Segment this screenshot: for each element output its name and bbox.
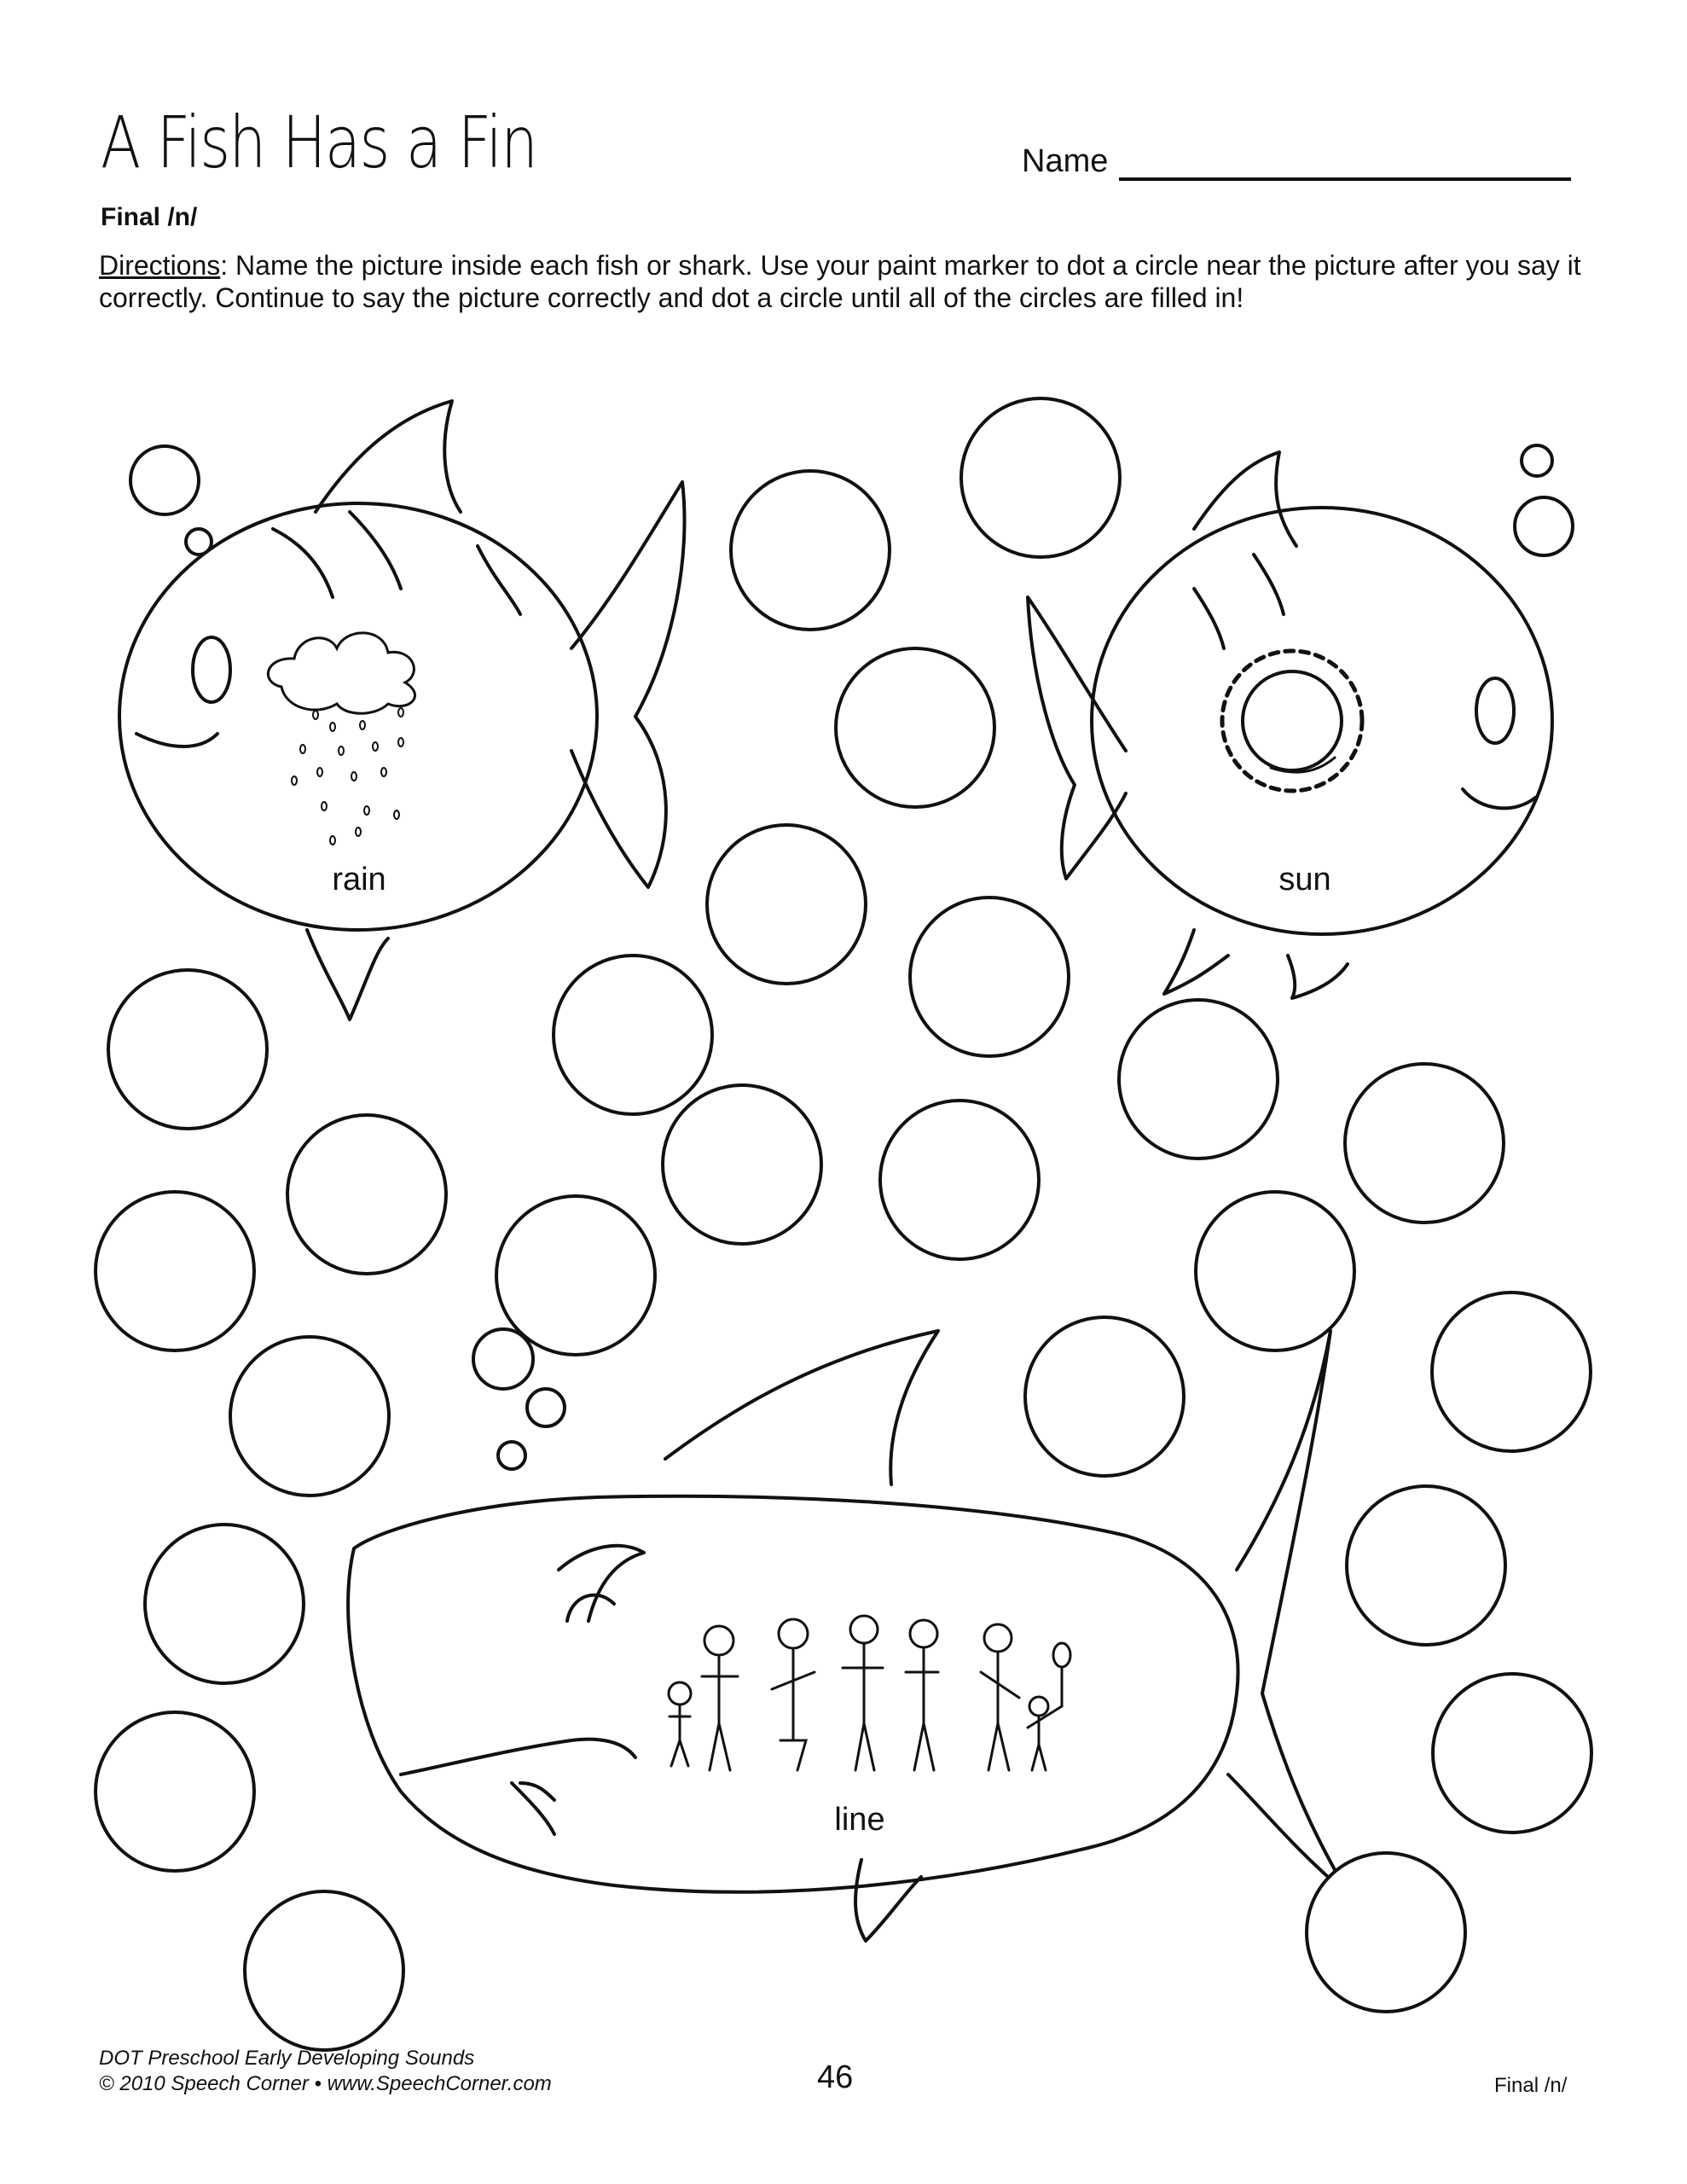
shark-line: [348, 1331, 1348, 1941]
sun-icon: [1222, 651, 1362, 791]
directions-label: Directions: [99, 250, 221, 281]
picture-word-sun: sun: [1278, 862, 1331, 897]
bubble: [527, 1389, 565, 1426]
fish-sun-stripe: [1194, 589, 1224, 648]
fish-rain-tail: [571, 482, 685, 887]
dot-circle[interactable]: [554, 956, 712, 1114]
dot-circle[interactable]: [1345, 1064, 1504, 1223]
dot-circle[interactable]: [731, 471, 890, 630]
dot-circle[interactable]: [1196, 1192, 1354, 1350]
fish-sun-stripe: [1254, 555, 1284, 614]
footer-target-sound: Final /n/: [1494, 2074, 1568, 2097]
dot-circle[interactable]: [230, 1337, 389, 1496]
dot-circle[interactable]: [836, 648, 994, 807]
fish-sun-bottom-fin: [1164, 930, 1228, 994]
dot-circle[interactable]: [663, 1085, 821, 1244]
people-line-icon: [669, 1616, 1070, 1770]
fish-rain-stripe: [273, 529, 333, 597]
bubble: [130, 446, 199, 514]
dot-circle[interactable]: [108, 970, 267, 1129]
page-title: A Fish Has a Fin: [101, 101, 537, 184]
fish-sun-eye: [1476, 678, 1514, 743]
shark-bottom-fin: [855, 1860, 921, 1941]
fish-rain-smile: [136, 734, 217, 746]
page-number: 46: [817, 2059, 854, 2095]
directions-text: : Name the picture inside each fish or shark. Use your paint marker to dot a circle near the picture after you say it correctly. Continue to say the picture correctly and dot a circle until all of the circles are filled in!: [99, 250, 1581, 313]
fish-rain-bottom-fin: [307, 930, 388, 1019]
dot-circle[interactable]: [910, 897, 1069, 1056]
shark-tail: [1228, 1331, 1348, 1894]
dot-circle[interactable]: [880, 1101, 1039, 1259]
rain-cloud-icon: [268, 633, 415, 845]
fish-sun-top-fin: [1194, 452, 1296, 546]
picture-word-rain: rain: [332, 862, 386, 897]
bubble: [1515, 497, 1573, 555]
dot-circle[interactable]: [496, 1196, 655, 1355]
fish-sun: [1028, 452, 1552, 998]
bubble: [1522, 445, 1552, 476]
name-label: Name: [1022, 143, 1109, 179]
dot-circle[interactable]: [1307, 1853, 1465, 2012]
fish-rain-top-fin: [316, 401, 461, 512]
fish-sun-lower-fin: [1288, 956, 1348, 998]
shark-teeth: [512, 1783, 554, 1834]
shark-mouth: [401, 1740, 635, 1774]
picture-word-line: line: [834, 1802, 885, 1838]
dot-circle[interactable]: [1432, 1292, 1591, 1451]
dot-circle[interactable]: [145, 1525, 304, 1683]
footer-book-title: DOT Preschool Early Developing Sounds: [99, 2047, 475, 2070]
dot-circle[interactable]: [245, 1891, 403, 2050]
dot-circle[interactable]: [707, 825, 866, 984]
footer-copyright: © 2010 Speech Corner • www.SpeechCorner.com: [99, 2072, 552, 2095]
bubble: [186, 529, 212, 555]
dot-circle[interactable]: [1119, 1000, 1278, 1159]
fish-sun-smile: [1463, 789, 1535, 808]
dot-circle[interactable]: [1347, 1486, 1505, 1645]
dot-circle[interactable]: [1025, 1317, 1184, 1476]
fish-rain: [119, 401, 685, 1019]
bubble: [473, 1329, 533, 1389]
dot-circle[interactable]: [961, 398, 1120, 557]
fish-rain-eye: [193, 637, 230, 702]
bubble: [498, 1442, 525, 1469]
dot-circle[interactable]: [287, 1115, 446, 1274]
dot-circle[interactable]: [96, 1192, 254, 1350]
fish-sun-tail: [1028, 597, 1126, 879]
dot-circle[interactable]: [1433, 1674, 1591, 1833]
fish-rain-stripe: [350, 512, 401, 589]
dot-circle[interactable]: [96, 1712, 254, 1871]
shark-top-fin: [665, 1331, 938, 1484]
target-sound-label: Final /n/: [101, 203, 198, 231]
